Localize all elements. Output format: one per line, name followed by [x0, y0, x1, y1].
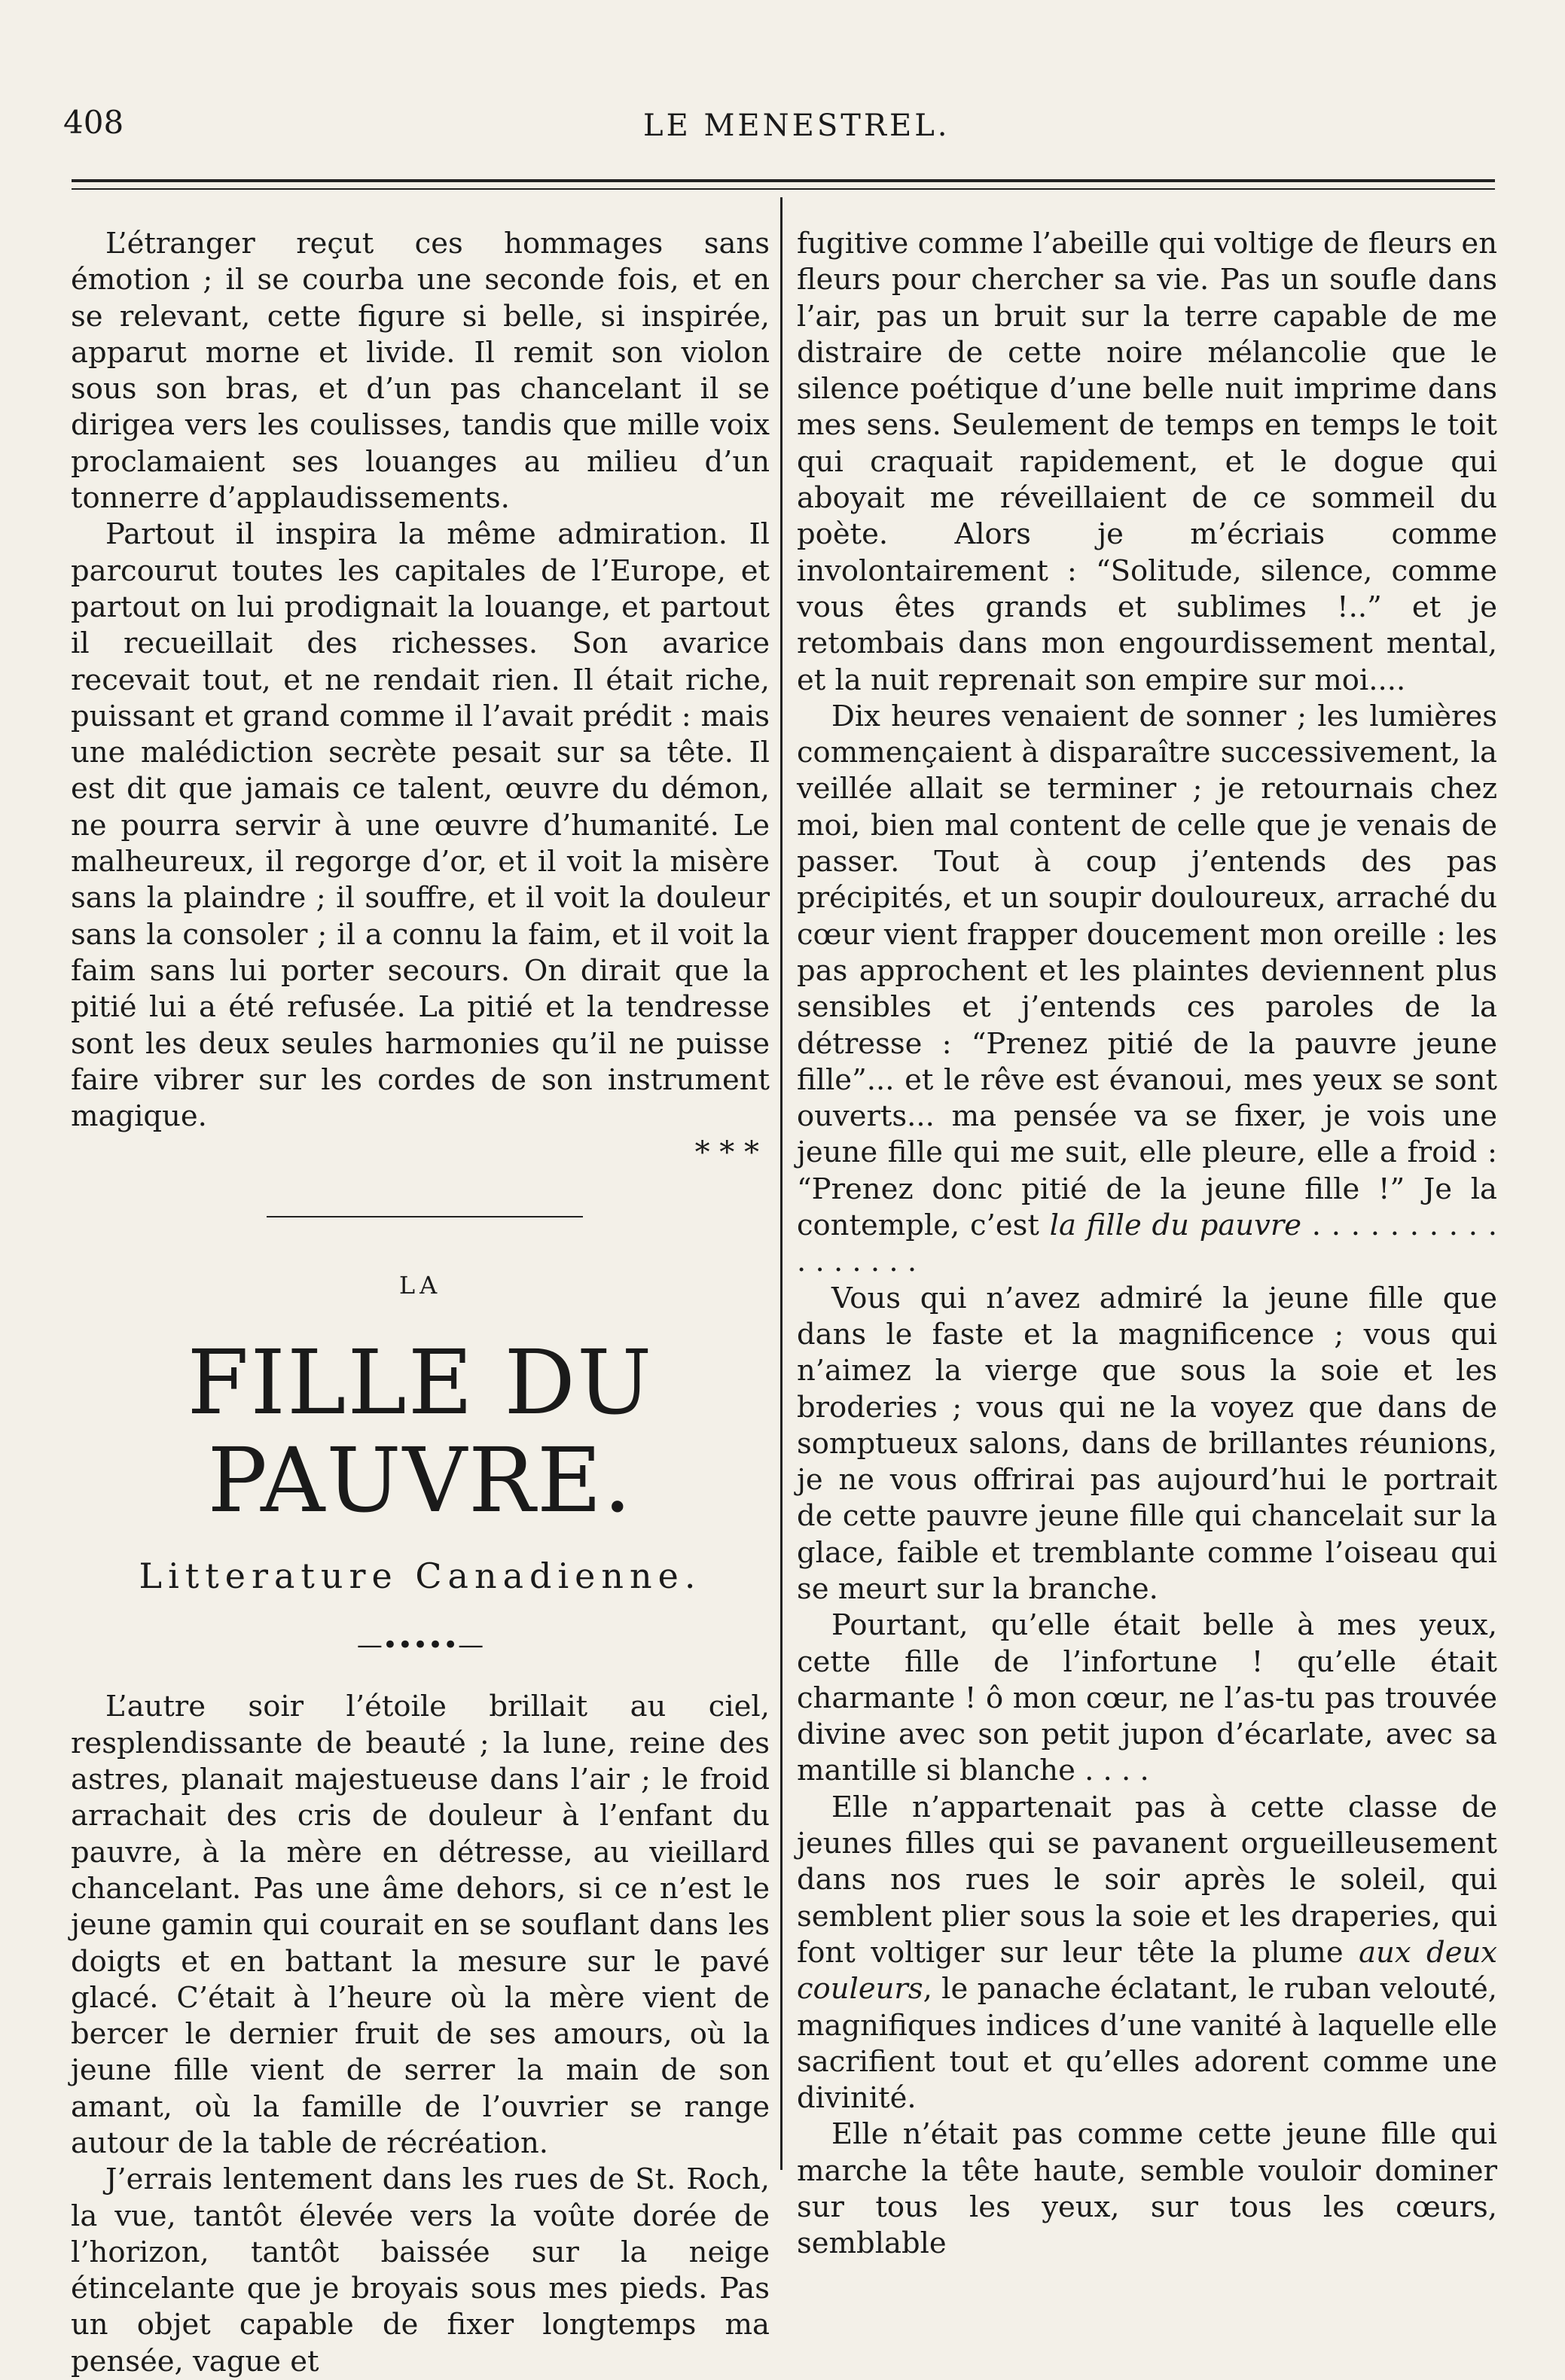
- article-title: FILLE DU PAUVRE.: [187, 1330, 654, 1533]
- left-column: [71, 226, 770, 2380]
- section-stars: * * *: [694, 1135, 759, 1171]
- journal-title: LE MENESTREL.: [643, 108, 950, 143]
- column-divider: [780, 197, 782, 2170]
- paragraph: Elle n’était pas comme cette jeune fille qui marche la tête haute, semble vouloir dominer sur tous les yeux, sur tous les cœurs, semblable: [797, 2117, 1497, 2261]
- article-kicker: LA: [398, 1271, 442, 1300]
- paragraph: [797, 1790, 1497, 2117]
- header-rule-thin: [72, 188, 1495, 190]
- paragraph: J’errais lentement dans les rues de St. Roch, la vue, tantôt élevée vers la voûte dorée de l’horizon, tantôt baissée sur la neige étincelante que je broyais sous mes pieds. Pas un objet capable de fixer longtemps ma pensée, vague et: [71, 2162, 770, 2378]
- italic-phrase: la fille du pauvre: [1049, 1208, 1302, 1243]
- paragraph: Vous qui n’avez admiré la jeune fille que dans le faste et la magnificence ; vous qui n’aimez la vierge que sous la soie et les broderies ; vous qui ne la voyez que dans de somptueux salons, dans de brillantes réunions, je ne vous offrirai pas aujourd’hui le portrait de cette pauvre jeune fille qui chancelait sur la glace, faible et tremblante comme l’oiseau qui se meurt sur la branche.: [797, 1281, 1497, 1606]
- paragraph: fugitive comme l’abeille qui voltige de fleurs en fleurs pour chercher sa vie. Pas un soufle dans l’air, pas un bruit sur la terre capable de me distraire de cette noire mélancolie que le silence poétique d’une belle nuit imprime dans mes sens. Seulement de temps en temps le toit qui craquait rapidement, et le dogue qui aboyait me réveillaient de ce sommeil du poète. Alors je m’écriais comme involontairement : “Solitude, silence, comme vous êtes grands et sublimes !..” et je retombais dans mon engourdissement mental, et la nuit reprenait son empire sur moi....: [797, 227, 1497, 697]
- paragraph: L’étranger reçut ces hommages sans émotion ; il se courba une seconde fois, et en se relevant, cette figure si belle, si inspirée, apparut morne et livide. Il remit son violon sous son bras, et d’un pas chancelant il se dirigea vers les coulisses, tandis que mille voix proclamaient ses louanges au milieu d’un tonnerre d’applaudissements.: [71, 227, 770, 516]
- paragraph: Pourtant, qu’elle était belle à mes yeux, cette fille de l’infortune ! qu’elle était charmante ! ô mon cœur, ne l’as-tu pas trouvée divine avec son petit jupon d’écarlate, avec sa mantille si blanche . . . .: [797, 1608, 1497, 1788]
- section-divider: [267, 1216, 583, 1217]
- paragraph-text: Dix heures venaient de sonner ; les lumières commençaient à disparaître successivement, la veillée allait se terminer ; je retournais chez moi, bien mal content de celle que je venais de passer. Tout à coup j’entends des pas précipités, et un soupir douloureux, arraché du cœur vient frapper doucement mon oreille : les pas approchent et les plaintes deviennent plus sensibles et j’entends ces paroles de la détresse : “Prenez pitié de la pauvre jeune fille”... et le rêve est évanoui, mes yeux se sont ouverts... ma pensée va se fixer, je vois une jeune fille qui me suit, elle pleure, elle a froid : “Prenez donc pitié de la jeune fille !” Je la contemple, c’est: [797, 699, 1497, 1243]
- paragraph: L’autre soir l’étoile brillait au ciel, resplendissante de beauté ; la lune, reine des astres, planait majestueuse dans l’air ; le froid arrachait des cris de douleur à l’enfant du pauvre, à la mère en détresse, au vieillard chancelant. Pas une âme dehors, si ce n’est le jeune gamin qui courait en se souflant dans les doigts et en battant la mesure sur le pavé glacé. C’était à l’heure où la mère vient de bercer le dernier fruit de ses amours, où la jeune fille vient de serrer la main de son amant, où la famille de l’ouvrier se range autour de la table de récréation.: [71, 1690, 770, 2160]
- header-rule-thick: [72, 179, 1495, 182]
- paragraph-text: , le panache éclatant, le ruban velouté, magnifiques indices d’une vanité à laquelle elle sacrifient tout et qu’elles adorent comme une divinité.: [797, 1972, 1497, 2116]
- ornament-divider: —•••••—: [356, 1630, 484, 1661]
- right-column: [797, 226, 1497, 2263]
- page-number: 408: [63, 104, 124, 141]
- page-header: [63, 104, 1494, 157]
- article-subtitle: Litterature Canadienne.: [139, 1556, 702, 1597]
- paragraph: [797, 699, 1497, 1281]
- italic-phrase: aux deux couleurs: [797, 1935, 1497, 2007]
- paragraph-text: Elle n’appartenait pas à cette classe de jeunes filles qui se pavanent orgueilleusement dans nos rues le soir après le soleil, qui semblent plier sous la soie et les draperies, qui font voltiger sur leur tête la plume: [797, 1790, 1497, 1970]
- paragraph-text: . . . . . . . . . . . . . . . . .: [797, 1208, 1497, 1279]
- paragraph: Partout il inspira la même admiration. Il parcourut toutes les capitales de l’Europe, et partout on lui prodignait la louange, et partout il recueillait des richesses. Son avarice recevait tout, et ne rendait rien. Il était riche, puissant et grand comme il l’avait prédit : mais une malédiction secrète pesait sur sa tête. Il est dit que jamais ce talent, œuvre du démon, ne pourra servir à une œuvre d’humanité. Le malheureux, il regorge d’or, et il voit la misère sans la plaindre ; il souffre, et il voit la douleur sans la consoler ; il a connu la faim, et il voit la faim sans lui porter secours. On dirait que la pitié lui a été refusée. La pitié et la tendresse sont les deux seules harmonies qu’il ne puisse faire vibrer sur les cordes de son instrument magique.: [71, 517, 770, 1134]
